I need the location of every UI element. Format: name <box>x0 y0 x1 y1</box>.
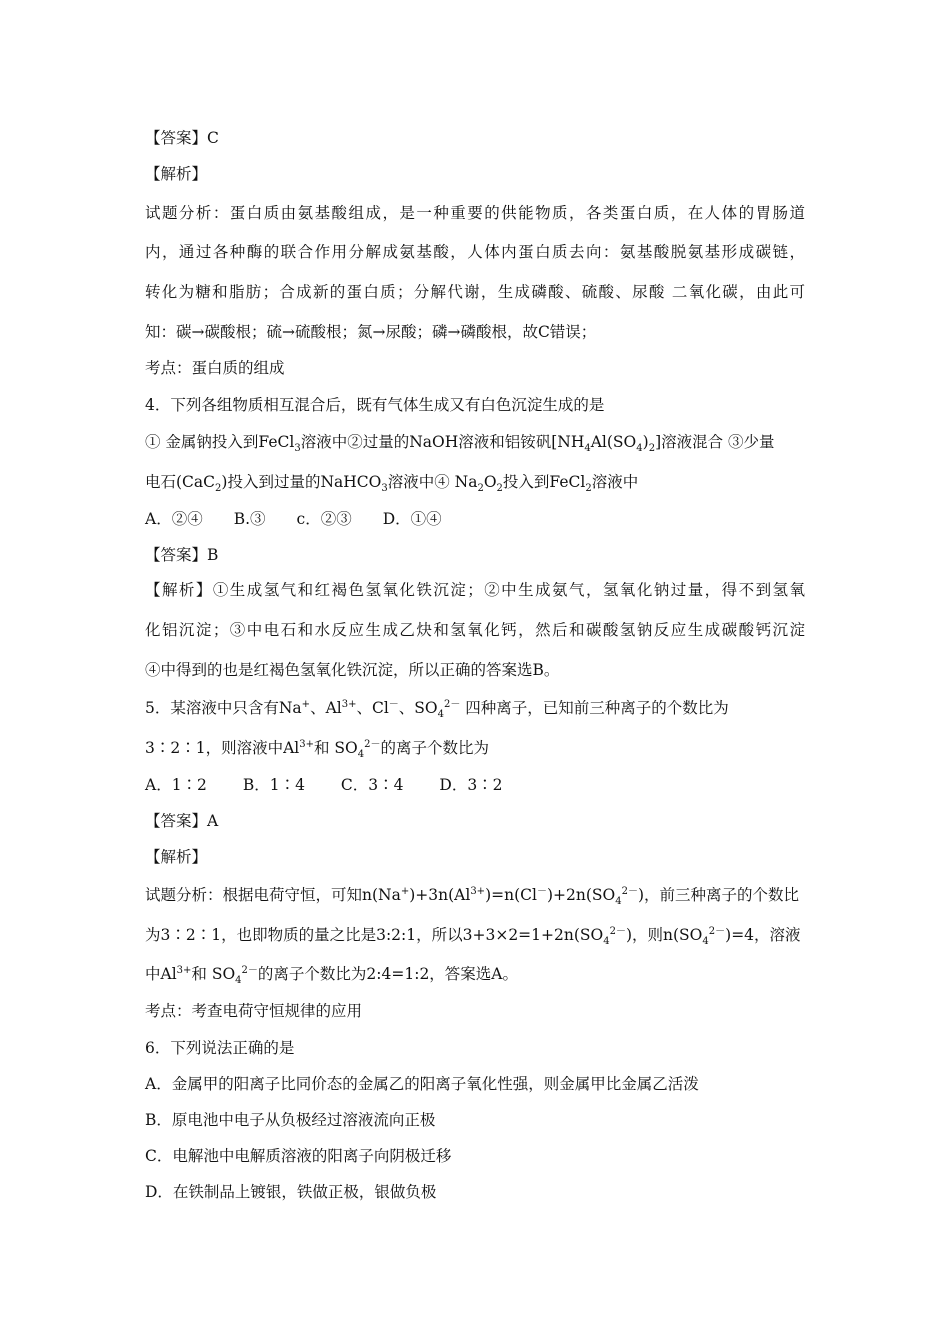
q5-analysis-label: 【解析】 <box>145 848 208 866</box>
q5-analysis-line-3: 中$Al^{3+}$和 $SO_4^{2-}$的离子个数比为2:4=1:2，答案选A。 <box>145 964 518 987</box>
analysis-3-line-3: 转化为糖和脂肪；合成新的蛋白质；分解代谢，生成磷酸、硫酸、尿酸 二氧化碳，由此可 <box>145 283 805 301</box>
q5-stem-line-2: 3∶2∶1，则溶液中$Al^{3+}$和 $SO_4^{2-}$的离子个数比为 <box>145 738 490 761</box>
q4-line-3: 电石(CaC$_2$)投入到过量的NaHCO$_3$溶液中④ $Na_2O_2$投入到FeCl$_2$溶液中 <box>145 473 639 495</box>
q5-kaodian: 考点：考查电荷守恒规律的应用 <box>145 1002 363 1020</box>
q5-analysis-line-2: 为3∶2∶1，也即物质的量之比是3:2:1，所以$3+3\times 2=1+2n(SO_4^{2-})$，则$n(SO_4^{2-})=4$，溶液 <box>145 925 801 948</box>
q6-option-a: A．金属甲的阳离子比同价态的金属乙的阳离子氧化性强，则金属甲比金属乙活泼 <box>145 1075 699 1093</box>
analysis-3-line-1: 试题分析：蛋白质由氨基酸组成，是一种重要的供能物质，各类蛋白质，在人体的胃肠道 <box>145 204 805 222</box>
q6-option-c: C．电解池中电解质溶液的阳离子向阴极迁移 <box>145 1147 452 1165</box>
q4-options: A．②④ B.③ c．②③ D．①④ <box>145 510 442 528</box>
answer-3: 【答案】C <box>145 129 219 147</box>
q4-analysis-line-3: ④中得到的也是红褐色氢氧化铁沉淀，所以正确的答案选B。 <box>145 661 560 679</box>
q5-stem-line-1: 5．某溶液中只含有Na+、$Al^{3+}$、Cl－、$SO_4^{2-}$ 四种离子，已知前三种离子的个数比为 <box>145 698 729 721</box>
analysis-3-line-2: 内，通过各种酶的联合作用分解成氨基酸，人体内蛋白质去向：氨基酸脱氨基形成碳链， <box>145 243 805 261</box>
q6-option-b: B．原电池中电子从负极经过溶液流向正极 <box>145 1111 436 1129</box>
analysis-3-line-4: 知：碳→碳酸根；硫→硫酸根；氮→尿酸；磷→磷酸根，故C错误； <box>145 323 597 341</box>
q4-answer: 【答案】B <box>145 546 219 564</box>
q5-analysis-line-1: 试题分析：根据电荷守恒，可知$n(Na^+)+3n(Al^{3+})=n(Cl^-)+2n(SO_4^{2-})$，前三种离子的个数比 <box>145 885 800 908</box>
q5-answer: 【答案】A <box>145 812 219 830</box>
q4-analysis-line-2: 化铝沉淀；③中电石和水反应生成乙炔和氢氧化钙，然后和碳酸氢钠反应生成碳酸钙沉淀 <box>145 621 805 639</box>
q4-stem: 4．下列各组物质相互混合后，既有气体生成又有白色沉淀生成的是 <box>145 396 605 414</box>
analysis-3-label: 【解析】 <box>145 165 208 183</box>
q4-analysis-line-1: 【解析】①生成氢气和红褐色氢氧化铁沉淀；②中生成氨气，氢氧化钠过量，得不到氢氧 <box>145 581 805 599</box>
kaodian-3: 考点：蛋白质的组成 <box>145 359 285 377</box>
q4-line-2: ① 金属钠投入到FeCl$_3$溶液中②过量的NaOH溶液和铝铵矾$[NH_4Al(SO_4)_2]$溶液混合 ③少量 <box>145 433 775 455</box>
q6-option-d: D．在铁制品上镀银，铁做正极，银做负极 <box>145 1183 437 1201</box>
q5-options: A．1∶2 B．1∶4 C．3∶4 D．3∶2 <box>145 776 503 794</box>
q6-stem: 6．下列说法正确的是 <box>145 1039 295 1057</box>
